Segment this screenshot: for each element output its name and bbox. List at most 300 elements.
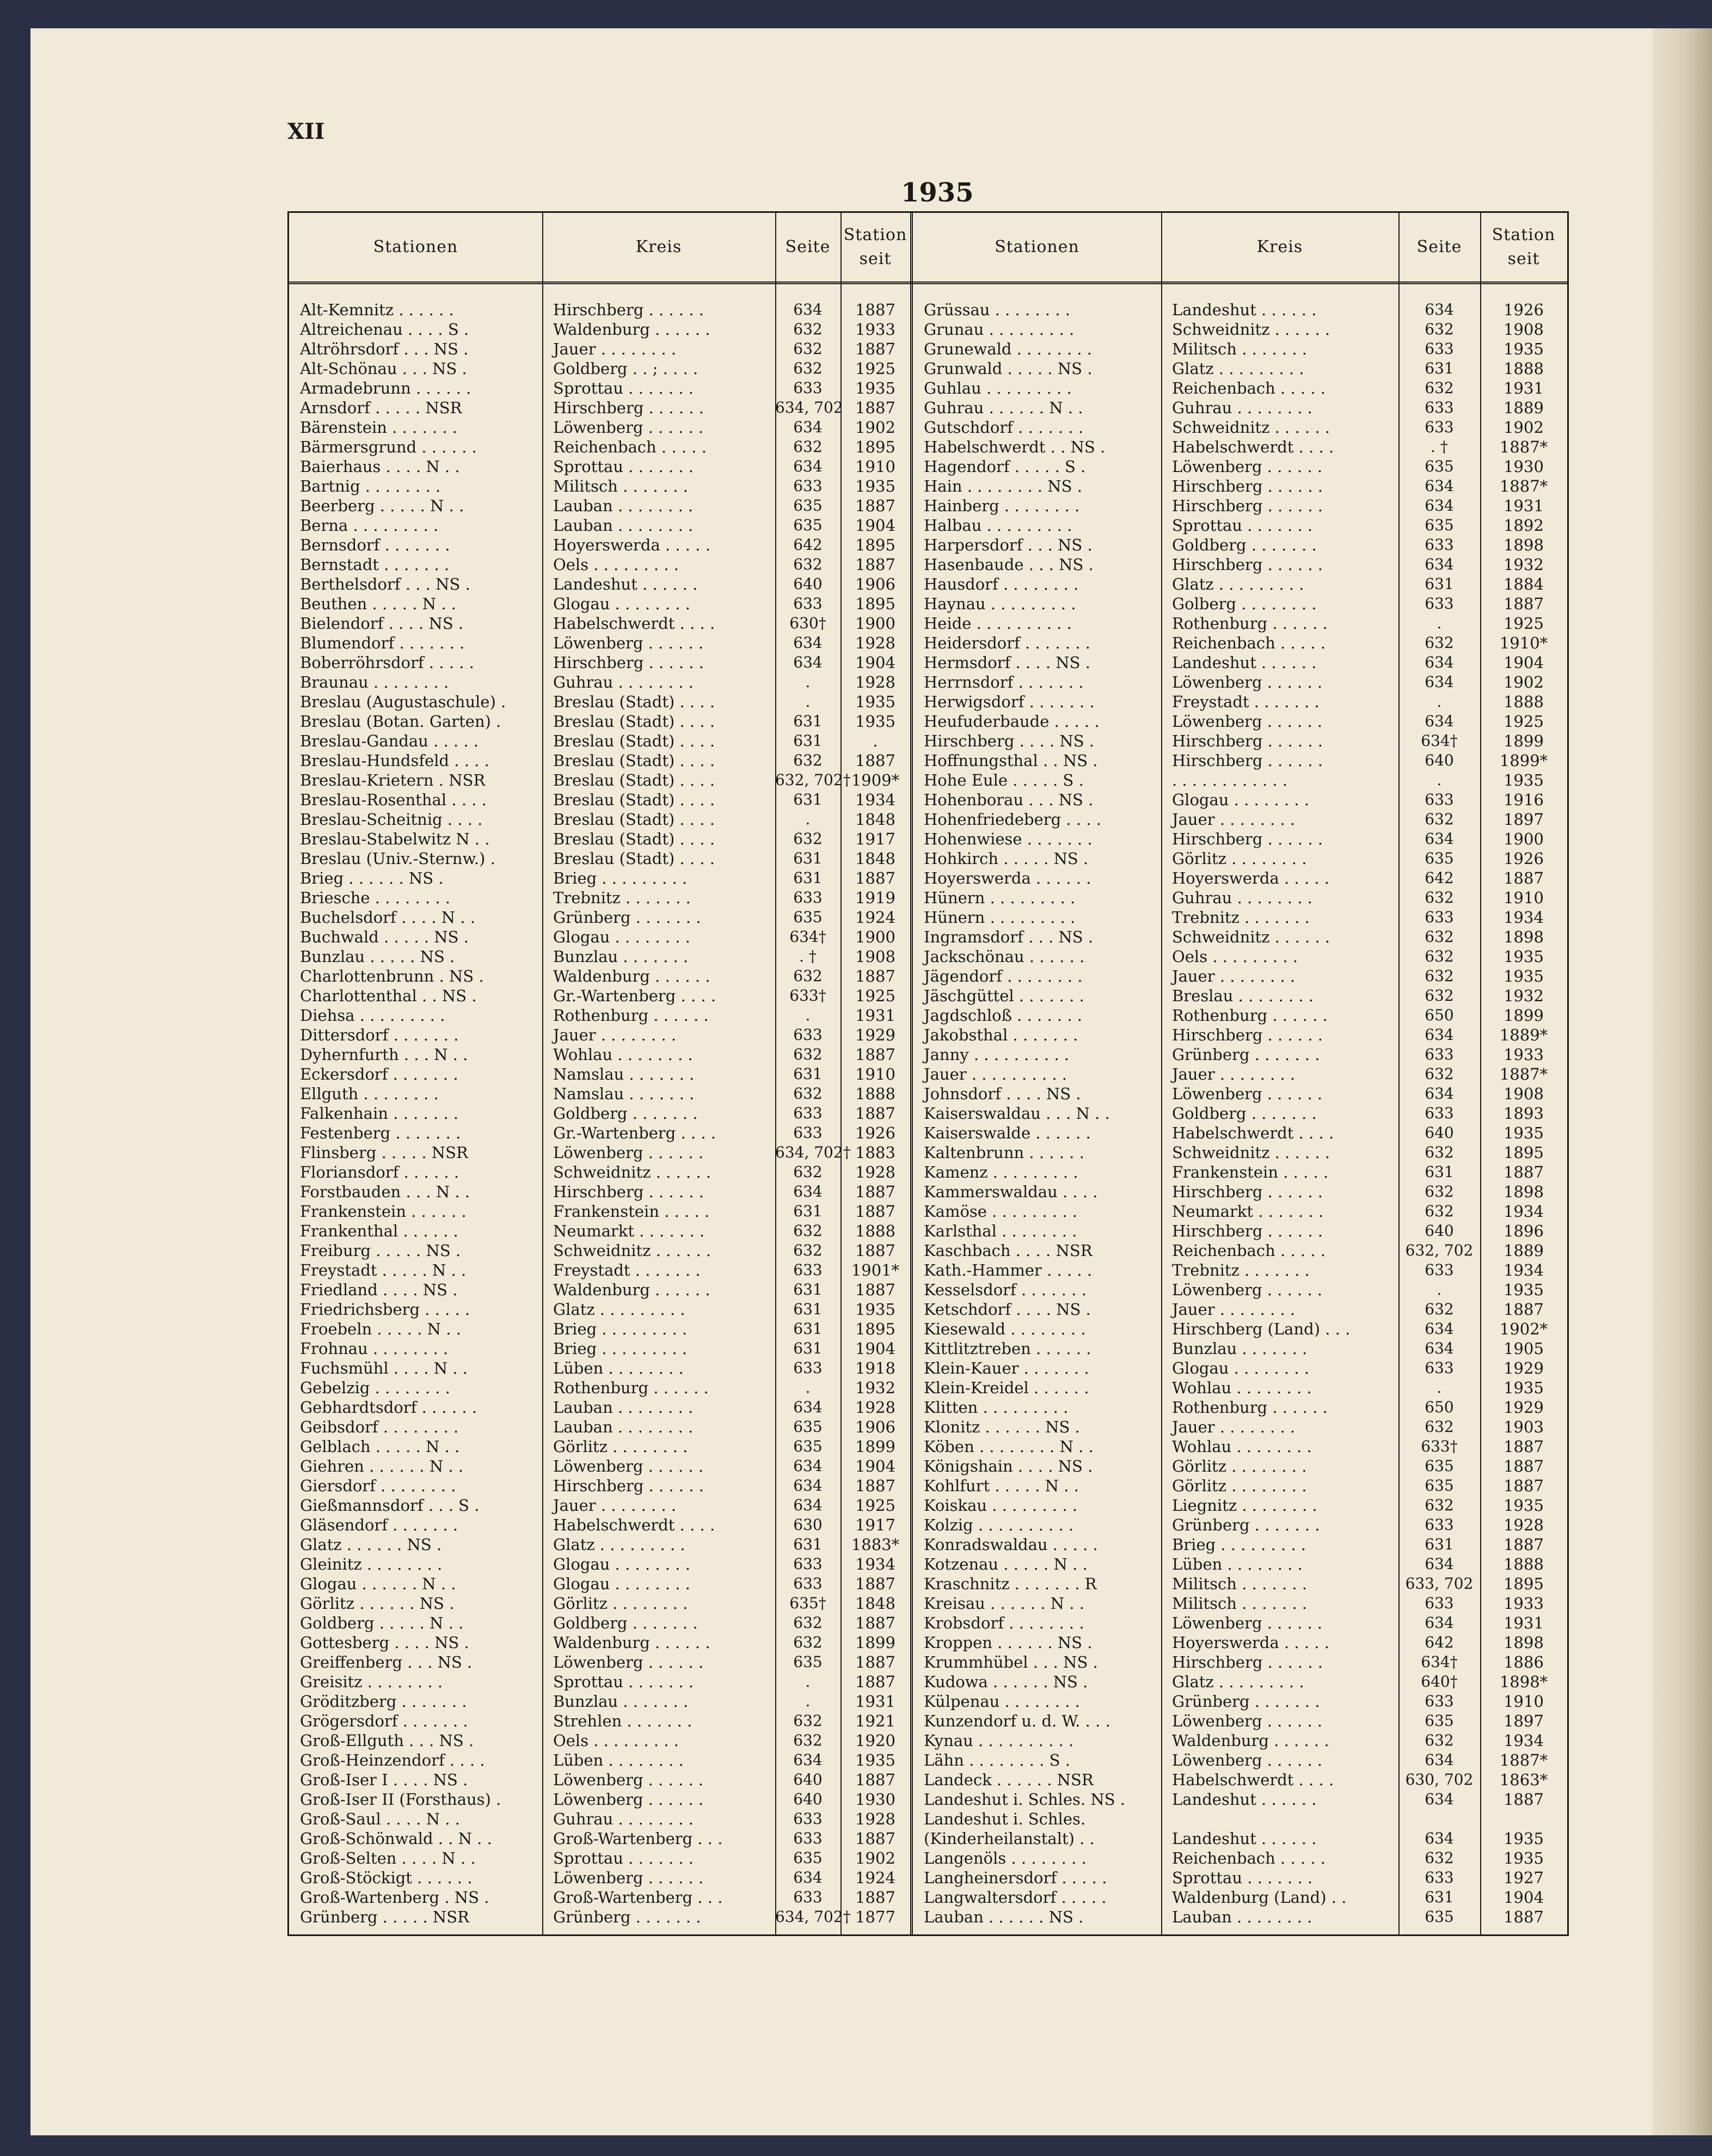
station-seit-cell: 1930	[1504, 457, 1544, 476]
station-seit-cell: 1904	[855, 653, 895, 672]
table-row	[913, 1496, 1567, 1515]
seite-cell: 633	[1425, 1261, 1454, 1279]
kreis-cell: Militsch . . . . . . .	[1172, 1594, 1308, 1613]
kreis-cell: Frankenstein . . . . .	[553, 1202, 710, 1221]
kreis-cell: Lüben . . . . . . . .	[553, 1751, 684, 1769]
seite-cell: 635	[793, 1418, 823, 1436]
seite-cell: 633	[1425, 1104, 1454, 1122]
table-row	[913, 770, 1567, 790]
station-name-cell: Kroppen . . . . . . NS .	[924, 1633, 1093, 1652]
seite-cell: 632	[793, 340, 823, 358]
table-row	[289, 1123, 910, 1143]
seite-cell: 633	[1425, 1692, 1454, 1710]
table-row	[913, 1652, 1567, 1672]
table-row	[913, 1633, 1567, 1652]
kreis-cell: Guhrau . . . . . . . .	[1172, 399, 1312, 417]
table-row	[289, 1260, 910, 1280]
station-seit-cell: 1928	[855, 634, 895, 652]
header-seit-label: seit	[859, 249, 892, 268]
station-name-cell: Kunzendorf u. d. W. . . .	[924, 1712, 1110, 1730]
page-title-year: 1935	[901, 177, 974, 208]
seite-cell: 635	[1425, 849, 1454, 867]
seite-cell: 632	[793, 1241, 823, 1259]
seite-cell: 632	[1425, 634, 1454, 652]
kreis-cell: Löwenberg . . . . . .	[1172, 1085, 1323, 1103]
station-name-cell: Heufuderbaude . . . . .	[924, 712, 1100, 731]
table-row	[289, 457, 910, 476]
station-seit-cell: 1905	[1504, 1339, 1544, 1358]
station-seit-cell: 1935	[1504, 967, 1544, 985]
seite-cell: 632	[793, 751, 823, 769]
station-seit-cell: 1928	[855, 1163, 895, 1181]
kreis-cell: Hirschberg . . . . . .	[553, 1183, 704, 1201]
seite-cell: 650	[1425, 1398, 1454, 1416]
table-row	[289, 437, 910, 457]
table-row	[913, 1143, 1567, 1162]
station-name-cell: Friedland . . . . NS .	[300, 1281, 458, 1299]
station-seit-cell: 1887	[855, 1888, 895, 1907]
station-name-cell: Hermsdorf . . . . NS .	[924, 653, 1090, 672]
table-row	[289, 1084, 910, 1104]
station-name-cell: Hagendorf . . . . . S .	[924, 457, 1086, 476]
kreis-cell: Breslau (Stadt) . . . .	[553, 791, 715, 809]
kreis-cell: Habelschwerdt . . . .	[1172, 438, 1334, 456]
kreis-cell: Breslau (Stadt) . . . .	[553, 712, 715, 731]
station-seit-cell: 1898	[1504, 928, 1544, 946]
kreis-cell: Hirschberg . . . . . .	[1172, 732, 1323, 750]
kreis-cell: Breslau (Stadt) . . . .	[553, 693, 715, 711]
table-row	[913, 712, 1567, 731]
table-row	[913, 1241, 1567, 1260]
station-seit-cell: 1887*	[1499, 477, 1548, 495]
kreis-cell: Breslau . . . . . . . .	[1172, 987, 1314, 1005]
station-seit-cell: 1934	[1504, 908, 1544, 927]
table-row	[289, 1006, 910, 1025]
seite-cell: 633†	[789, 987, 826, 1004]
table-row	[913, 516, 1567, 535]
station-seit-cell: 1925	[855, 359, 895, 378]
seite-cell: 632	[793, 1712, 823, 1730]
station-name-cell: Charlottenthal . . NS .	[300, 987, 477, 1005]
kreis-cell: Görlitz . . . . . . . .	[1172, 849, 1307, 868]
station-name-cell: Johnsdorf . . . . NS .	[924, 1085, 1081, 1103]
station-seit-cell: 1935	[855, 1300, 895, 1319]
seite-cell: 631	[1425, 359, 1454, 377]
station-seit-cell: 1877	[855, 1908, 895, 1926]
station-name-cell: Giehren . . . . . . N . .	[300, 1457, 464, 1475]
table-row	[289, 476, 910, 496]
station-name-cell: Haynau . . . . . . . . .	[924, 595, 1076, 613]
table-row	[289, 1378, 910, 1398]
seite-cell: 634	[793, 1751, 823, 1769]
table-row	[289, 1633, 910, 1652]
station-seit-cell: 1904	[1504, 653, 1544, 672]
station-name-cell: Breslau-Hundsfeld . . . .	[300, 751, 489, 770]
seite-cell: 632	[1425, 379, 1454, 397]
seite-cell: 632	[793, 1614, 823, 1632]
table-row	[289, 1358, 910, 1378]
station-seit-cell: 1910*	[1499, 634, 1548, 652]
station-name-cell: Greiffenberg . . . NS .	[300, 1653, 473, 1671]
station-seit-cell: 1935	[855, 712, 895, 731]
table-row	[289, 731, 910, 751]
seite-cell: 632	[793, 967, 823, 985]
kreis-cell: Brieg . . . . . . . . .	[553, 869, 688, 887]
station-seit-cell: 1887	[1504, 1477, 1544, 1495]
kreis-cell: Görlitz . . . . . . . .	[1172, 1477, 1307, 1495]
station-name-cell: Giersdorf . . . . . . . .	[300, 1477, 456, 1495]
table-row	[289, 1025, 910, 1045]
kreis-cell: Gr.-Wartenberg . . . .	[553, 1124, 716, 1142]
station-name-cell: Janny . . . . . . . . . .	[924, 1045, 1070, 1064]
kreis-cell: Habelschwerdt . . . .	[553, 1516, 715, 1534]
kreis-cell: Reichenbach . . . . .	[1172, 1241, 1326, 1260]
station-name-cell: Hohe Eule . . . . . S .	[924, 771, 1084, 789]
station-seit-cell: 1935	[1504, 1124, 1544, 1142]
station-name-cell: Guhrau . . . . . . N . .	[924, 399, 1083, 417]
station-name-cell: Groß-Iser II (Forsthaus) .	[300, 1790, 501, 1809]
seite-cell: 631	[793, 869, 823, 887]
kreis-cell: Waldenburg (Land) . .	[1172, 1888, 1347, 1907]
seite-cell: 632	[1425, 1300, 1454, 1318]
kreis-cell: Breslau (Stadt) . . . .	[553, 830, 715, 848]
kreis-cell: Löwenberg . . . . . .	[553, 1790, 704, 1809]
seite-cell: 630†	[789, 614, 826, 632]
table-row	[289, 1692, 910, 1711]
station-name-cell: Gröditzberg . . . . . . .	[300, 1692, 467, 1711]
seite-cell: 631	[1425, 1535, 1454, 1553]
page-number: XII	[287, 119, 325, 144]
table-row	[913, 1398, 1567, 1417]
station-seit-cell: 1888	[855, 1222, 895, 1240]
kreis-cell: Grünberg . . . . . . .	[553, 908, 701, 927]
kreis-cell: Hirschberg . . . . . .	[1172, 1183, 1323, 1201]
station-table	[287, 211, 1569, 1936]
station-name-cell: Hünern . . . . . . . . .	[924, 908, 1076, 927]
table-row	[913, 378, 1567, 398]
station-seit-cell: 1902*	[1499, 1320, 1548, 1338]
station-name-cell: Grüssau . . . . . . . .	[924, 301, 1070, 319]
station-seit-cell: 1934	[1504, 1202, 1544, 1221]
station-name-cell: Hainberg . . . . . . . .	[924, 497, 1080, 515]
station-name-cell: Forstbauden . . . N . .	[300, 1183, 470, 1201]
station-name-cell: Kynau . . . . . . . . . .	[924, 1731, 1074, 1750]
station-seit-cell: 1920	[855, 1731, 895, 1750]
seite-cell: 634	[1425, 712, 1454, 730]
station-name-cell: Kesselsdorf . . . . . . .	[924, 1281, 1087, 1299]
station-name-cell: Frankenstein . . . . . .	[300, 1202, 467, 1221]
seite-cell: 634	[1425, 1790, 1454, 1808]
kreis-cell: Löwenberg . . . . . .	[553, 1653, 704, 1671]
seite-cell: 632	[1425, 967, 1454, 985]
station-seit-cell: 1848	[855, 1594, 895, 1613]
kreis-cell: Lauban . . . . . . . .	[553, 516, 694, 535]
kreis-cell: Hirschberg . . . . . .	[553, 301, 704, 319]
seite-cell: 631	[793, 1202, 823, 1220]
table-row	[289, 927, 910, 947]
station-name-cell: Groß-Wartenberg . NS .	[300, 1888, 489, 1907]
station-seit-cell: 1895	[1504, 1143, 1544, 1162]
station-name-cell: Breslau-Rosenthal . . . .	[300, 791, 487, 809]
table-header	[289, 213, 1567, 284]
station-seit-cell: 1929	[855, 1026, 895, 1044]
kreis-cell: Neumarkt . . . . . . .	[553, 1222, 705, 1240]
table-row	[289, 947, 910, 966]
table-row	[289, 908, 910, 927]
table-row	[289, 1417, 910, 1437]
table-row	[289, 1554, 910, 1574]
seite-cell: 633	[1425, 1516, 1454, 1534]
table-row	[913, 398, 1567, 418]
kreis-cell: Hoyerswerda . . . . .	[1172, 869, 1329, 887]
seite-cell: .	[1437, 614, 1442, 632]
kreis-cell: Sprottau . . . . . . .	[1172, 516, 1313, 535]
station-name-cell: Konradswaldau . . . . .	[924, 1535, 1098, 1554]
kreis-cell: Schweidnitz . . . . . .	[1172, 320, 1330, 339]
table-row	[289, 672, 910, 692]
station-seit-cell: 1897	[1504, 810, 1544, 829]
station-seit-cell: 1887	[855, 1104, 895, 1123]
station-seit-cell: 1926	[855, 1124, 895, 1142]
station-name-cell: Krummhübel . . . NS .	[924, 1653, 1098, 1671]
kreis-cell: Reichenbach . . . . .	[1172, 379, 1326, 397]
table-row	[289, 398, 910, 418]
table-row	[913, 672, 1567, 692]
kreis-cell: Reichenbach . . . . .	[1172, 1849, 1326, 1867]
kreis-cell: Löwenberg . . . . . .	[553, 634, 704, 652]
station-name-cell: Kamöse . . . . . . . . .	[924, 1202, 1077, 1221]
station-seit-cell: 1899	[1504, 1006, 1544, 1025]
table-row	[289, 516, 910, 535]
station-seit-cell: 1888	[1504, 693, 1544, 711]
seite-cell: 634†	[789, 928, 826, 946]
table-row	[289, 751, 910, 770]
station-seit-cell	[1480, 1809, 1567, 1829]
table-row	[289, 1535, 910, 1554]
station-seit-cell: 1935	[1504, 1281, 1544, 1299]
station-seit-cell: 1887	[1504, 595, 1544, 613]
seite-cell: 633	[1425, 418, 1454, 436]
table-row	[289, 888, 910, 908]
seite-cell: .	[805, 1692, 811, 1710]
seite-cell: 632	[1425, 1418, 1454, 1436]
station-name-cell: Köben . . . . . . . . N . .	[924, 1437, 1094, 1456]
kreis-cell: Groß-Wartenberg . . .	[553, 1888, 723, 1907]
table-row	[913, 731, 1567, 751]
table-row	[913, 1613, 1567, 1633]
station-name-cell: Berna . . . . . . . . .	[300, 516, 439, 535]
station-name-cell: Breslau (Augustaschule) .	[300, 693, 506, 711]
kreis-cell: Wohlau . . . . . . . .	[1172, 1379, 1312, 1397]
station-seit-cell: 1900	[1504, 830, 1544, 848]
station-name-cell: Kiesewald . . . . . . . .	[924, 1320, 1086, 1338]
station-name-cell: Herrnsdorf . . . . . . .	[924, 673, 1084, 691]
kreis-cell: Brieg . . . . . . . . .	[553, 1339, 688, 1358]
station-name-cell: Kaschbach . . . . NSR	[924, 1241, 1093, 1260]
seite-cell: 633	[1425, 399, 1454, 416]
table-row	[289, 966, 910, 986]
kreis-cell: Löwenberg . . . . . .	[1172, 1281, 1323, 1299]
station-name-cell: Jägendorf . . . . . . . .	[924, 967, 1083, 985]
kreis-cell: Jauer . . . . . . . .	[1172, 967, 1296, 985]
kreis-cell: Reichenbach . . . . .	[553, 438, 707, 456]
station-name-cell: Blumendorf . . . . . . .	[300, 634, 465, 652]
station-seit-cell: 1887	[855, 1183, 895, 1201]
seite-cell: 635	[1425, 1457, 1454, 1475]
kreis-cell: Sprottau . . . . . . .	[553, 1673, 694, 1691]
station-name-cell: Groß-Ellguth . . . NS .	[300, 1731, 474, 1750]
kreis-cell: Landeshut . . . . . .	[1172, 1829, 1317, 1848]
station-seit-cell: 1906	[855, 575, 895, 593]
station-name-cell: Gutschdorf . . . . . . .	[924, 418, 1083, 437]
station-seit-cell: 1895	[855, 536, 895, 554]
station-name-cell: Jäschgüttel . . . . . . .	[924, 987, 1084, 1005]
seite-cell: 634, 702†	[775, 1143, 851, 1161]
station-seit-cell: 1887	[855, 1241, 895, 1260]
kreis-cell: Löwenberg . . . . . .	[1172, 673, 1323, 691]
seite-cell: 634†	[1421, 732, 1458, 750]
station-seit-cell: 1898	[1504, 1183, 1544, 1201]
station-name-cell: Jakobsthal . . . . . . .	[924, 1026, 1078, 1044]
kreis-cell: Jauer . . . . . . . .	[1172, 810, 1296, 829]
table-row	[289, 1182, 910, 1202]
station-seit-cell: 1933	[1504, 1594, 1544, 1613]
table-row	[289, 1613, 910, 1633]
seite-cell: 633	[793, 1888, 823, 1906]
seite-cell: 633	[1425, 1594, 1454, 1612]
kreis-cell: Rothenburg . . . . . .	[1172, 1398, 1328, 1417]
table-row	[913, 1594, 1567, 1613]
station-seit-cell: 1934	[1504, 1261, 1544, 1279]
station-name-cell: Grunau . . . . . . . . .	[924, 320, 1075, 339]
station-seit-cell: 1910	[1504, 1692, 1544, 1711]
station-name-cell: Guhlau . . . . . . . . .	[924, 379, 1072, 397]
seite-cell: 640	[793, 1790, 823, 1808]
table-row	[913, 1888, 1567, 1907]
kreis-cell: Hoyerswerda . . . . .	[1172, 1633, 1329, 1652]
kreis-cell: Görlitz . . . . . . . .	[553, 1437, 688, 1456]
station-name-cell: Lähn . . . . . . . . S .	[924, 1751, 1070, 1769]
kreis-cell: Hirschberg . . . . . .	[1172, 1222, 1323, 1240]
seite-cell: 634	[793, 634, 823, 652]
table-row	[289, 535, 910, 555]
station-seit-cell: 1927	[1504, 1869, 1544, 1887]
station-name-cell: Bärmersgrund . . . . . .	[300, 438, 477, 456]
table-row	[289, 1594, 910, 1613]
table-row	[913, 359, 1567, 378]
station-seit-cell: 1935	[855, 379, 895, 397]
station-seit-cell: 1932	[1504, 555, 1544, 574]
seite-cell: 632	[793, 1045, 823, 1063]
kreis-cell: Oels . . . . . . . . .	[553, 1731, 679, 1750]
station-seit-cell: 1935	[1504, 340, 1544, 358]
kreis-cell: Jauer . . . . . . . .	[553, 1026, 677, 1044]
seite-cell: 632	[793, 1085, 823, 1102]
station-seit-cell: 1926	[1504, 301, 1544, 319]
kreis-cell: Glogau . . . . . . . .	[553, 595, 690, 613]
table-row	[289, 1750, 910, 1770]
station-name-cell: Gebhardtsdorf . . . . . .	[300, 1398, 477, 1417]
kreis-cell: Grünberg . . . . . . .	[1172, 1516, 1320, 1534]
station-seit-cell: 1887	[855, 1673, 895, 1691]
station-seit-cell: 1925	[855, 1496, 895, 1515]
kreis-cell	[1161, 1809, 1398, 1829]
station-name-cell: Kammerswaldau . . . .	[924, 1183, 1098, 1201]
station-name-cell: Greisitz . . . . . . . .	[300, 1673, 443, 1691]
table-row	[913, 1319, 1567, 1339]
station-name-cell: Eckersdorf . . . . . . .	[300, 1065, 458, 1083]
kreis-cell: Liegnitz . . . . . . . .	[1172, 1496, 1317, 1515]
station-name-cell: Buchelsdorf . . . . N . .	[300, 908, 476, 927]
table-row	[913, 849, 1567, 868]
seite-cell: 640†	[1421, 1673, 1458, 1690]
kreis-cell: Rothenburg . . . . . .	[1172, 614, 1328, 633]
station-name-cell: Groß-Heinzendorf . . . .	[300, 1751, 485, 1769]
station-name-cell: Hoyerswerda . . . . . .	[924, 869, 1091, 887]
table-row	[913, 1260, 1567, 1280]
kreis-cell: Schweidnitz . . . . . .	[553, 1241, 711, 1260]
table-row	[913, 1535, 1567, 1554]
station-seit-cell: 1888	[1504, 1555, 1544, 1573]
table-row	[913, 320, 1567, 339]
kreis-cell: Breslau (Stadt) . . . .	[553, 810, 715, 829]
table-row	[913, 1456, 1567, 1476]
station-seit-cell: 1899	[855, 1437, 895, 1456]
seite-cell: 635	[793, 1653, 823, 1671]
header-seite-right: Seite	[1416, 237, 1462, 256]
station-name-cell: Goldberg . . . . . N . .	[300, 1614, 464, 1632]
kreis-cell: Landeshut . . . . . .	[1172, 653, 1317, 672]
seite-cell: 631	[793, 712, 823, 730]
seite-cell: 634	[793, 1183, 823, 1200]
station-name-cell: Koiskau . . . . . . . . .	[924, 1496, 1077, 1515]
station-seit-cell: 1887	[855, 340, 895, 358]
table-row	[913, 1182, 1567, 1202]
seite-cell: 634	[1425, 555, 1454, 573]
table-row	[289, 1143, 910, 1162]
kreis-cell: Strehlen . . . . . . .	[553, 1712, 692, 1730]
table-row	[913, 1084, 1567, 1104]
kreis-cell: Breslau (Stadt) . . . .	[553, 771, 715, 789]
kreis-cell: Sprottau . . . . . . .	[553, 379, 694, 397]
seite-cell: 634	[793, 1457, 823, 1475]
station-name-cell: Grögersdorf . . . . . . .	[300, 1712, 468, 1730]
table-row	[289, 1202, 910, 1221]
table-row	[913, 1750, 1567, 1770]
table-row	[913, 1731, 1567, 1750]
station-seit-cell: 1888	[1504, 359, 1544, 378]
table-row	[913, 476, 1567, 496]
station-seit-cell: 1887*	[1499, 438, 1548, 456]
kreis-cell: Löwenberg . . . . . .	[553, 1869, 704, 1887]
kreis-cell: Namslau . . . . . . .	[553, 1065, 695, 1083]
station-name-cell: Breslau (Univ.-Sternw.) .	[300, 849, 495, 868]
station-name-cell: Groß-Iser I . . . . NS .	[300, 1771, 468, 1789]
station-seit-cell: 1903	[1504, 1418, 1544, 1436]
seite-cell: 631	[793, 1320, 823, 1338]
seite-cell: 633	[793, 1555, 823, 1573]
kreis-cell: Guhrau . . . . . . . .	[1172, 889, 1312, 907]
header-seite-left: Seite	[785, 237, 831, 256]
seite-cell: .	[1437, 693, 1442, 710]
station-seit-cell: 1897	[1504, 1712, 1544, 1730]
seite-cell: .	[805, 1673, 811, 1690]
seite-cell: 632	[793, 438, 823, 456]
seite-cell: 633, 702	[1405, 1575, 1474, 1592]
station-name-cell: Kolzig . . . . . . . . . .	[924, 1516, 1074, 1534]
header-stationen-left: Stationen	[373, 237, 458, 256]
seite-cell: 632	[1425, 1143, 1454, 1161]
